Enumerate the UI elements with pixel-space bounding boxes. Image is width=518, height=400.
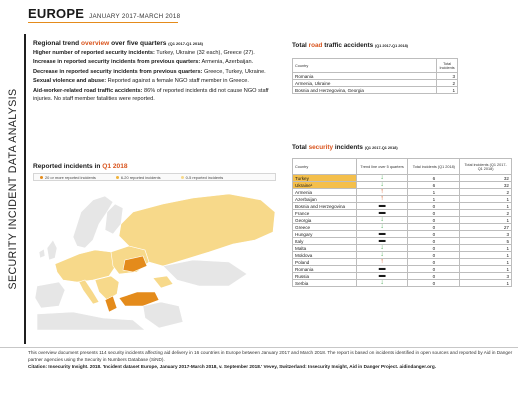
country-cell: Turkey [293,175,357,182]
security-incidents-title: Total security incidents (Q1 2017-Q1 2018) [292,144,398,151]
arrow-down-icon: ↓ [380,223,384,230]
regional-trend-item [33,88,276,103]
regional-trend-item [33,59,276,67]
map-land [95,276,119,300]
table-row [293,87,458,94]
regional-trend-item-text: 86% of reported incidents did not cause NGO staff injuries. No staff member fatalities were reported. [33,87,269,102]
arrow-down-icon: ↓ [380,174,384,181]
map-land [143,302,183,328]
table-row [293,80,458,87]
q1-2018-cell: 1 [408,196,460,203]
page-title: EUROPE [28,6,85,21]
country-cell: Malta [293,245,357,252]
table-row [293,203,512,210]
regional-trend-item-heading: Sexual violence and abuse: [33,78,107,85]
table-row [293,182,512,189]
total-cell: 2 [460,210,512,217]
dash-icon: ▬ [378,202,386,209]
q1-2018-cell: 0 [408,245,460,252]
arrow-up-icon: ↑ [380,195,384,202]
dash-icon: ▬ [378,265,386,272]
total-cell: 1 [460,217,512,224]
dash-icon: ▬ [378,230,386,237]
table-row [293,196,512,203]
total-cell: 5 [460,238,512,245]
regional-trend-item [33,78,276,86]
legend-label: 20 or more reported incidents [45,174,96,180]
country-cell: Italy [293,238,357,245]
road-accidents-title: Total road traffic accidents (Q1 2017-Q1 2018) [292,42,408,49]
table-row [293,266,512,273]
column-header-total: Total Incidents [437,59,458,73]
dash-icon: ▬ [378,237,386,244]
column-header-trend: Trend line over 5 quarters [356,159,408,175]
footer [28,349,513,370]
total-cell: 1 [460,203,512,210]
total-cell: 1 [460,259,512,266]
total-cell: 1 [460,280,512,287]
q1-2018-cell: 6 [408,175,460,182]
table-row [293,273,512,280]
total-cell: 3 [437,73,458,80]
regional-trend-item-heading: Decrease in reported security incidents from previous quarters: [33,68,203,75]
map-land [35,282,65,308]
country-cell: France [293,210,357,217]
q1-2018-cell: 0 [408,224,460,231]
security-incidents-table [292,158,512,287]
legend-swatch-icon [116,176,119,179]
regional-trend-item-text: Reported against a female NGO staff member in Greece. [106,78,249,85]
arrow-up-icon: ↑ [380,258,384,265]
total-cell: 1 [460,252,512,259]
country-cell: Bosnia and Herzegovina [293,203,357,210]
total-cell: 2 [437,80,458,87]
total-cell: 1 [460,266,512,273]
dash-icon: ▬ [378,272,386,279]
map-land [163,260,247,286]
regional-trend-item-text: Greece, Turkey, Ukraine. [202,68,266,75]
page-date-range: JANUARY 2017-MARCH 2018 [89,13,181,20]
regional-trend-item-heading: Aid-worker-related road traffic accidents: [33,87,143,94]
arrow-up-icon: ↑ [380,188,384,195]
q1-2018-cell: 0 [408,273,460,280]
q1-2018-cell: 0 [408,217,460,224]
header-rule [28,22,178,23]
regional-trend-item [33,50,276,58]
table-row [293,73,458,80]
regional-trend-list [33,50,276,104]
regional-trend-item [33,69,276,77]
legend-item [116,175,161,180]
country-cell: Romania [293,73,437,80]
regional-trend-item-heading: Higher number of reported security incidents: [33,49,155,56]
map-land [37,312,145,330]
country-cell: Serbia [293,280,357,287]
legend-label: 0-5 reported incidents [185,174,224,180]
legend-item [181,175,224,180]
arrow-down-icon: ↓ [380,244,384,251]
regional-trend-section [33,40,276,105]
footer-rule [0,347,518,348]
total-cell: 27 [460,224,512,231]
column-header-q1-2018: Total incidents (Q1 2018) [408,159,460,175]
table-row [293,217,512,224]
table-row [293,224,512,231]
total-cell: 1 [437,87,458,94]
q1-2018-cell: 0 [408,231,460,238]
legend-item [40,175,96,180]
q1-2018-cell: 0 [408,238,460,245]
table-row [293,252,512,259]
column-header-country: Country [293,159,357,175]
country-cell: Greece [293,224,357,231]
table-row [293,175,512,182]
table-row [293,189,512,196]
europe-map [33,182,276,332]
country-cell: Bosnia and Herzegovina, Georgia [293,87,437,94]
arrow-down-icon: ↓ [380,279,384,286]
map-legend [33,173,276,181]
total-cell: 1 [460,196,512,203]
country-cell: Romania [293,266,357,273]
country-cell: Azerbaijan [293,196,357,203]
legend-swatch-icon [181,176,184,179]
column-header-total: Total incidents (Q1 2017-Q1 2018) [460,159,512,175]
country-cell: Armenia, Ukraine [293,80,437,87]
map-land [39,249,45,258]
total-cell: 2 [460,189,512,196]
country-cell: Ukraine¹ [293,182,357,189]
table-row [293,210,512,217]
q1-2018-cell: 0 [408,280,460,287]
legend-swatch-icon [40,176,43,179]
country-cell: Georgia [293,217,357,224]
q1-2018-cell: 0 [408,266,460,273]
total-cell: 1 [460,245,512,252]
sidebar [0,34,26,344]
column-header-country: Country [293,59,437,73]
table-row [293,280,512,287]
total-cell: 3 [460,273,512,280]
legend-label: 6-20 reported incidents [120,174,161,180]
table-row [293,245,512,252]
regional-trend-title: Regional trend overview over five quarters (Q1 2017-Q1 2018) [33,40,203,47]
table-row [293,238,512,245]
q1-2018-cell: 1 [408,189,460,196]
q1-2018-cell: 0 [408,210,460,217]
q1-2018-cell: 6 [408,182,460,189]
arrow-down-icon: ↓ [380,251,384,258]
trend-cell [356,280,408,287]
sidebar-label: SECURITY INCIDENT DATA ANALYSIS [7,88,19,290]
country-cell: Poland [293,259,357,266]
dash-icon: ▬ [378,209,386,216]
q1-2018-cell: 0 [408,203,460,210]
table-row [293,231,512,238]
total-cell: 32 [460,182,512,189]
arrow-down-icon: ↓ [380,216,384,223]
footer-citation: Citation: Insecurity Insight. 2018. 'Incident dataset Europe, January 2017-March 2018, v. September 2018.' Vevey, Switzerland: Insecurity Insight, Aid in Danger Project. aidindanger.org. [28,364,436,369]
country-cell: Moldova [293,252,357,259]
map-land [47,240,57,260]
map-title: Reported incidents in Q1 2018 [33,163,128,170]
regional-trend-item-text: Turkey, Ukraine (32 each), Greece (27). [154,49,255,56]
footer-description: This overview document presents 114 security incidents affecting aid delivery in 16 countries in Europe between January 2017 and March 2018. The report is based on incidents identified in open sources and reported by Aid in Danger partner agencies using the Security in Numbers Database (SiND). [28,350,513,362]
country-cell: Hungary [293,231,357,238]
country-cell: Russia [293,273,357,280]
table-row [293,259,512,266]
total-cell: 32 [460,175,512,182]
total-cell: 3 [460,231,512,238]
regional-trend-item-heading: Increase in reported security incidents from previous quarters: [33,59,201,66]
arrow-down-icon: ↓ [380,181,384,188]
map-land [153,276,173,288]
regional-trend-item-text: Armenia, Azerbaijan. [200,59,254,66]
road-accidents-table [292,58,458,94]
q1-2018-cell: 0 [408,259,460,266]
country-cell: Armenia [293,189,357,196]
q1-2018-cell: 0 [408,252,460,259]
